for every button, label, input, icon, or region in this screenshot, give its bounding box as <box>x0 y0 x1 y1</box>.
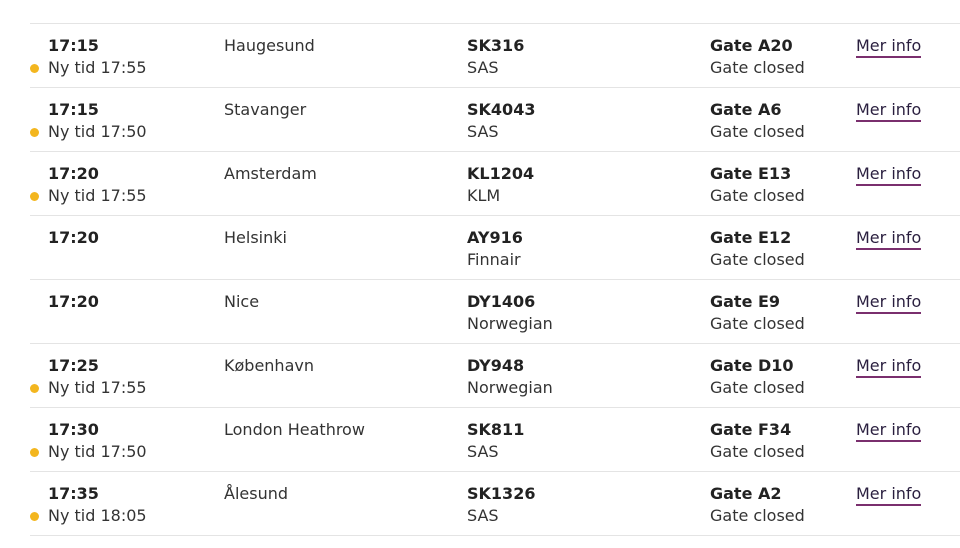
delay-dot-icon <box>30 64 39 73</box>
new-time: Ny tid 17:50 <box>30 441 147 463</box>
airline: Norwegian <box>467 378 553 397</box>
gate: Gate F34 <box>710 420 792 439</box>
flight-cell <box>467 355 553 399</box>
time-cell <box>30 99 147 143</box>
flight-number: DY1406 <box>467 292 536 311</box>
flight-number: SK1326 <box>467 484 536 503</box>
flight-row <box>30 344 960 408</box>
gate: Gate E12 <box>710 228 792 247</box>
more-info-link[interactable]: Mer info <box>856 36 921 58</box>
more-info-link[interactable]: Mer info <box>856 420 921 442</box>
destination: Haugesund <box>224 36 315 55</box>
time-cell <box>30 291 99 313</box>
gate-cell <box>710 35 805 79</box>
delay-dot-icon <box>30 512 39 521</box>
new-time: Ny tid 17:55 <box>30 185 147 207</box>
flight-row <box>30 0 960 24</box>
scheduled-time: 17:15 <box>48 36 99 55</box>
gate: Gate A2 <box>710 484 782 503</box>
airline: Norwegian <box>467 314 553 333</box>
gate-status: Gate closed <box>710 378 805 397</box>
flight-number: SK316 <box>467 36 525 55</box>
gate-status: Gate closed <box>710 506 805 525</box>
info-cell <box>856 355 921 377</box>
more-info-link[interactable]: Mer info <box>856 228 921 250</box>
new-time: Ny tid 18:05 <box>30 505 147 527</box>
flight-cell <box>467 99 535 143</box>
info-cell <box>856 99 921 121</box>
info-cell <box>856 227 921 249</box>
new-time: Ny tid 17:50 <box>30 121 147 143</box>
destination: Stavanger <box>224 100 307 119</box>
airline: KLM <box>467 186 501 205</box>
more-info-link[interactable]: Mer info <box>856 292 921 314</box>
more-info-link[interactable]: Mer info <box>856 484 921 506</box>
flight-cell <box>467 483 535 527</box>
destination: Nice <box>224 292 260 311</box>
airline: Finnair <box>467 250 521 269</box>
flight-number: AY916 <box>467 228 523 247</box>
flight-row <box>30 152 960 216</box>
scheduled-time: 17:20 <box>48 164 99 183</box>
flight-row <box>30 472 960 536</box>
gate-status: Gate closed <box>710 122 805 141</box>
time-cell <box>30 35 147 79</box>
destination: Amsterdam <box>224 164 317 183</box>
destination: Ålesund <box>224 484 289 503</box>
more-info-link[interactable]: Mer info <box>856 356 921 378</box>
gate: Gate D10 <box>710 356 794 375</box>
gate: Gate E13 <box>710 164 792 183</box>
flight-row <box>30 280 960 344</box>
gate-cell <box>710 227 805 271</box>
gate: Gate A6 <box>710 100 782 119</box>
info-cell <box>856 163 921 185</box>
flight-row <box>30 216 960 280</box>
flight-row <box>30 24 960 88</box>
info-cell <box>856 419 921 441</box>
gate-cell <box>710 419 805 463</box>
flight-cell <box>467 227 523 271</box>
flight-number: KL1204 <box>467 164 535 183</box>
airline: SAS <box>467 506 499 525</box>
time-cell <box>30 227 99 249</box>
info-cell <box>856 291 921 313</box>
gate-cell <box>710 483 805 527</box>
scheduled-time: 17:20 <box>48 228 99 247</box>
new-time: Ny tid 17:55 <box>30 377 147 399</box>
flight-list <box>30 0 960 536</box>
time-cell <box>30 419 147 463</box>
flight-row <box>30 408 960 472</box>
destination: London Heathrow <box>224 420 365 439</box>
new-time: Ny tid 17:55 <box>30 57 147 79</box>
gate-status: Gate closed <box>710 186 805 205</box>
flight-cell <box>467 291 553 335</box>
flight-number: DY948 <box>467 356 525 375</box>
gate: Gate E9 <box>710 292 781 311</box>
gate-status: Gate closed <box>710 314 805 333</box>
airline: SAS <box>467 122 499 141</box>
time-cell <box>30 355 147 399</box>
info-cell <box>856 35 921 57</box>
scheduled-time: 17:35 <box>48 484 99 503</box>
flight-number: SK811 <box>467 420 525 439</box>
scheduled-time: 17:15 <box>48 100 99 119</box>
more-info-link[interactable]: Mer info <box>856 100 921 122</box>
gate-cell <box>710 163 805 207</box>
gate: Gate A20 <box>710 36 793 55</box>
more-info-link[interactable]: Mer info <box>856 164 921 186</box>
destination: København <box>224 356 314 375</box>
gate-cell <box>710 355 805 399</box>
delay-dot-icon <box>30 128 39 137</box>
gate-cell <box>710 99 805 143</box>
gate-status: Gate closed <box>710 58 805 77</box>
gate-status: Gate closed <box>710 442 805 461</box>
flight-cell <box>467 35 524 79</box>
gate-cell <box>710 291 805 335</box>
airline: SAS <box>467 58 499 77</box>
gate-status: Gate closed <box>710 250 805 269</box>
flight-cell <box>467 419 524 463</box>
delay-dot-icon <box>30 192 39 201</box>
destination: Helsinki <box>224 228 287 247</box>
delay-dot-icon <box>30 448 39 457</box>
info-cell <box>856 483 921 505</box>
flight-row <box>30 88 960 152</box>
airline: SAS <box>467 442 499 461</box>
time-cell <box>30 163 147 207</box>
scheduled-time: 17:25 <box>48 356 99 375</box>
time-cell <box>30 483 147 527</box>
scheduled-time: 17:20 <box>48 292 99 311</box>
delay-dot-icon <box>30 384 39 393</box>
flight-cell <box>467 163 534 207</box>
scheduled-time: 17:30 <box>48 420 99 439</box>
flight-number: SK4043 <box>467 100 536 119</box>
